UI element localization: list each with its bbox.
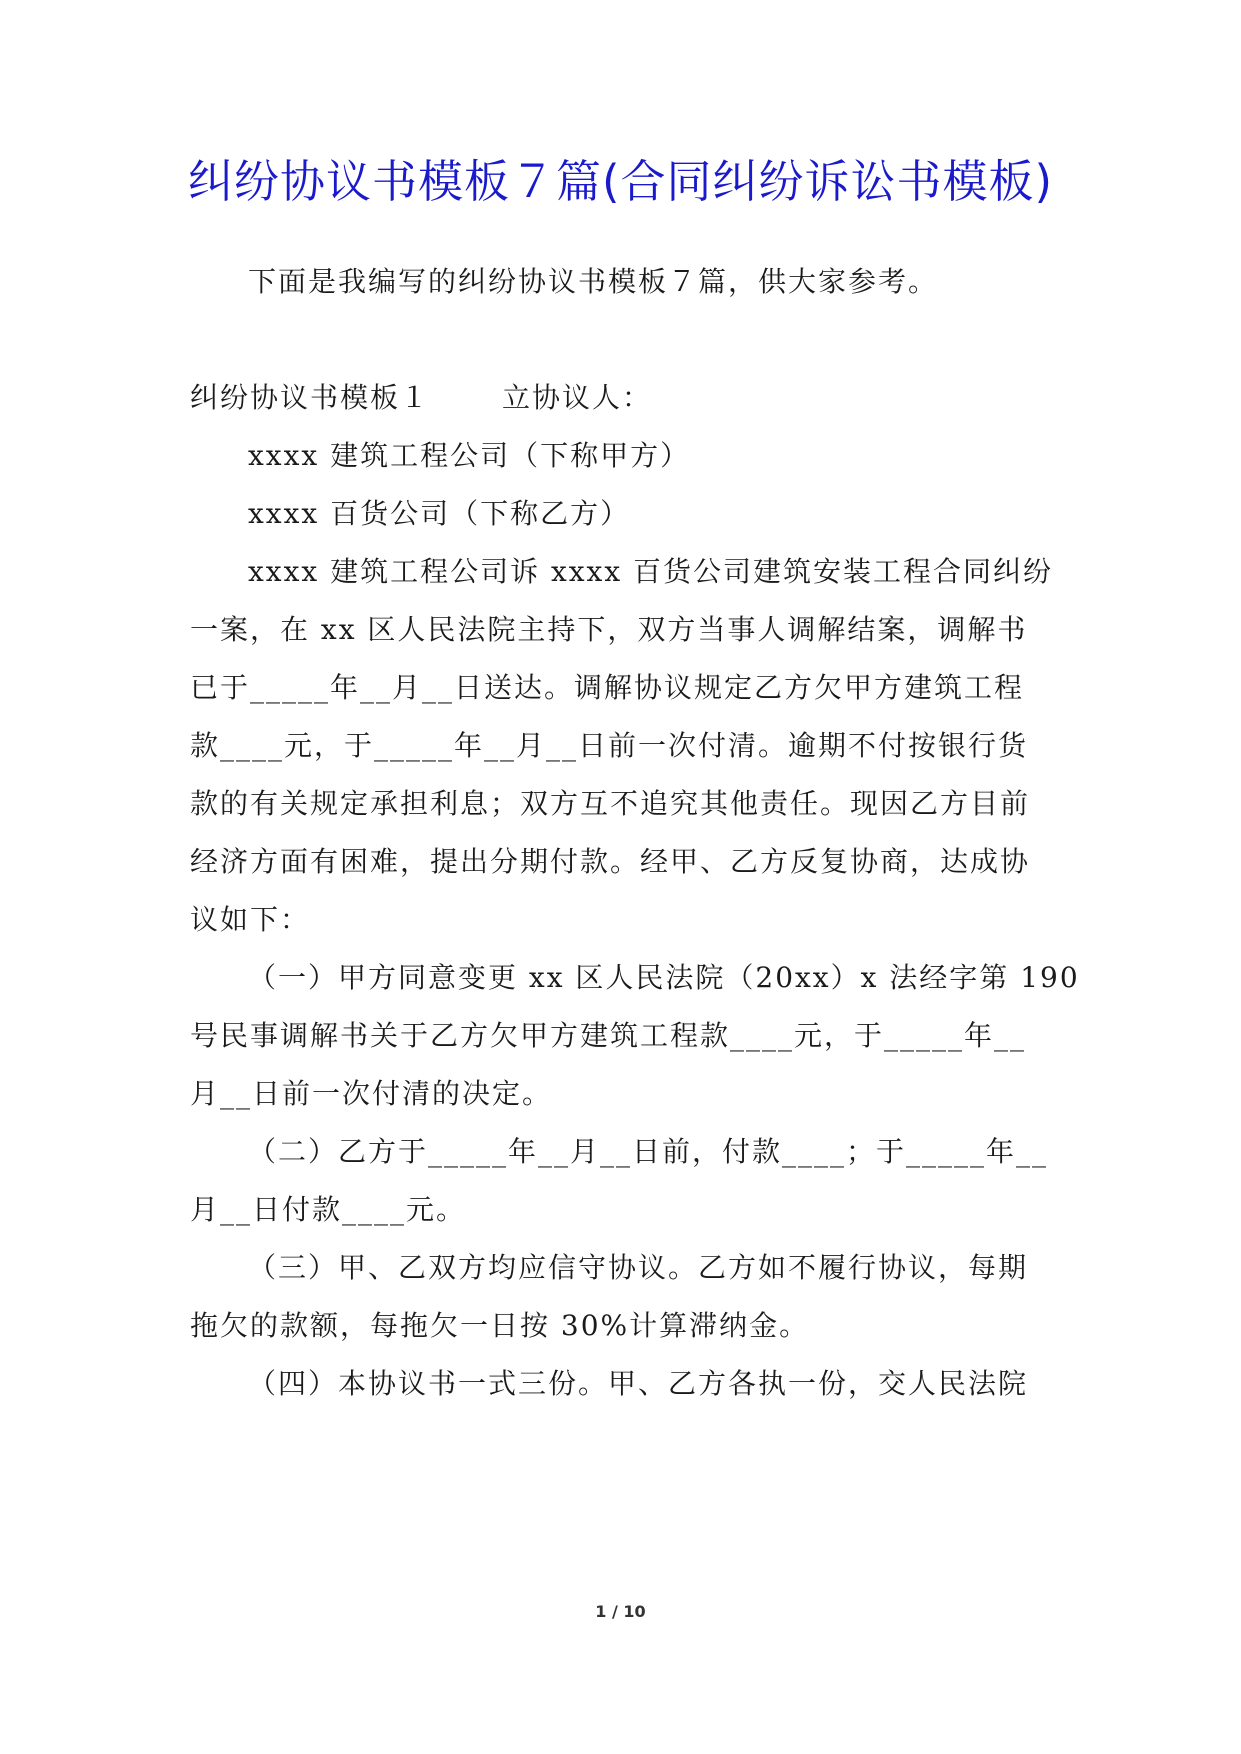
clause-2-line: 月__日付款____元。 <box>190 1193 467 1226</box>
clause-3-line: 拖欠的款额，每拖欠一日按 30%计算滞纳金。 <box>190 1309 810 1342</box>
section-heading-parties-label: 立协议人： <box>502 381 653 414</box>
party-a-line: xxxx 建筑工程公司（下称甲方） <box>248 439 691 472</box>
paragraph-1-line: 一案，在 xx 区人民法院主持下，双方当事人调解结案，调解书 <box>190 613 1028 646</box>
paragraph-1-line: 已于_____年__月__日送达。调解协议规定乙方欠甲方建筑工程 <box>190 671 1025 704</box>
intro-paragraph: 下面是我编写的纠纷协议书模板７篇，供大家参考。 <box>248 265 939 298</box>
page-number: 1 / 10 <box>595 1602 646 1621</box>
clause-4-line: （四）本协议书一式三份。甲、乙方各执一份，交人民法院 <box>248 1367 1029 1400</box>
paragraph-1-line: 款的有关规定承担利息；双方互不追究其他责任。现因乙方目前 <box>190 787 1031 820</box>
paragraph-1-line: xxxx 建筑工程公司诉 xxxx 百货公司建筑安装工程合同纠纷 <box>248 555 1054 588</box>
paragraph-1-line: 款____元，于_____年__月__日前一次付清。逾期不付按银行货 <box>190 729 1029 762</box>
paragraph-1-line: 经济方面有困难，提出分期付款。经甲、乙方反复协商，达成协 <box>190 845 1031 878</box>
clause-3-line: （三）甲、乙双方均应信守协议。乙方如不履行协议，每期 <box>248 1251 1029 1284</box>
section-heading <box>190 378 652 418</box>
party-b-line: xxxx 百货公司（下称乙方） <box>248 497 631 530</box>
document-title: 纠纷协议书模板７篇(合同纠纷诉讼书模板) <box>187 155 1054 208</box>
clause-1-line: 号民事调解书关于乙方欠甲方建筑工程款____元，于_____年__ <box>190 1019 1027 1052</box>
paragraph-1-line: 议如下： <box>190 903 311 936</box>
section-heading-title: 纠纷协议书模板１ <box>190 381 431 414</box>
clause-1-line: （一）甲方同意变更 xx 区人民法院（20xx）x 法经字第 190 <box>248 961 1080 994</box>
clause-1-line: 月__日前一次付清的决定。 <box>190 1077 553 1110</box>
clause-2-line: （二）乙方于_____年__月__日前，付款____；于_____年__ <box>248 1135 1049 1168</box>
